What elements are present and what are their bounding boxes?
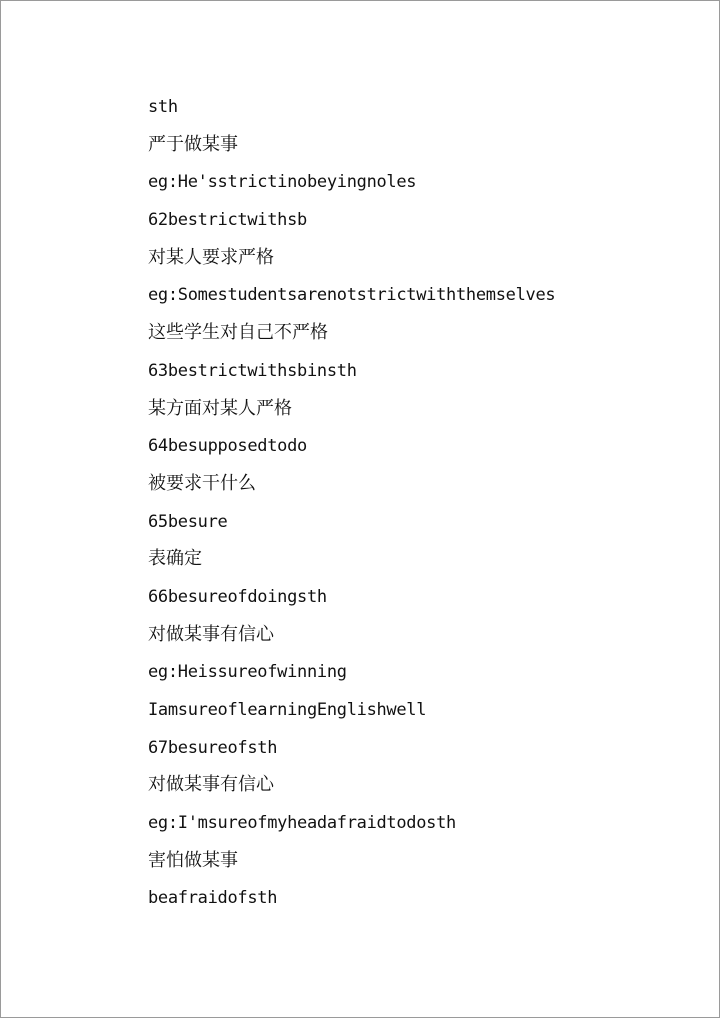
text-line: 害怕做某事 [148,849,238,871]
text-line: eg:I'msureofmyheadafraidtodosth [148,813,456,834]
text-line: 严于做某事 [148,133,238,155]
text-line: IamsureoflearningEnglishwell [148,700,427,720]
text-line: 63bestrictwithsbinsth [148,360,357,381]
text-line: 对某人要求严格 [148,246,274,268]
text-line: 这些学生对自己不严格 [148,322,328,344]
text-line: 某方面对某人严格 [148,397,292,419]
text-line: 65besure [148,511,228,532]
text-line: 62bestrictwithsb [148,210,307,231]
text-line: eg:Somestudentsarenotstrictwiththemselves [148,285,556,306]
text-line: beafraidofsth [148,888,278,909]
text-line: sth [148,97,178,117]
text-line: 表确定 [148,548,202,570]
text-line: 67besureofsth [148,737,278,758]
text-line: 64besupposedtodo [148,436,307,457]
text-line: 对做某事有信心 [148,774,274,796]
text-line: eg:Heissureofwinning [148,662,347,683]
text-line: eg:He'sstrictinobeyingnoles [148,172,417,193]
text-line: 被要求干什么 [148,472,256,494]
text-lines [148,93,555,922]
text-line: 66besureofdoingsth [148,586,327,607]
text-line: 对做某事有信心 [148,623,274,645]
